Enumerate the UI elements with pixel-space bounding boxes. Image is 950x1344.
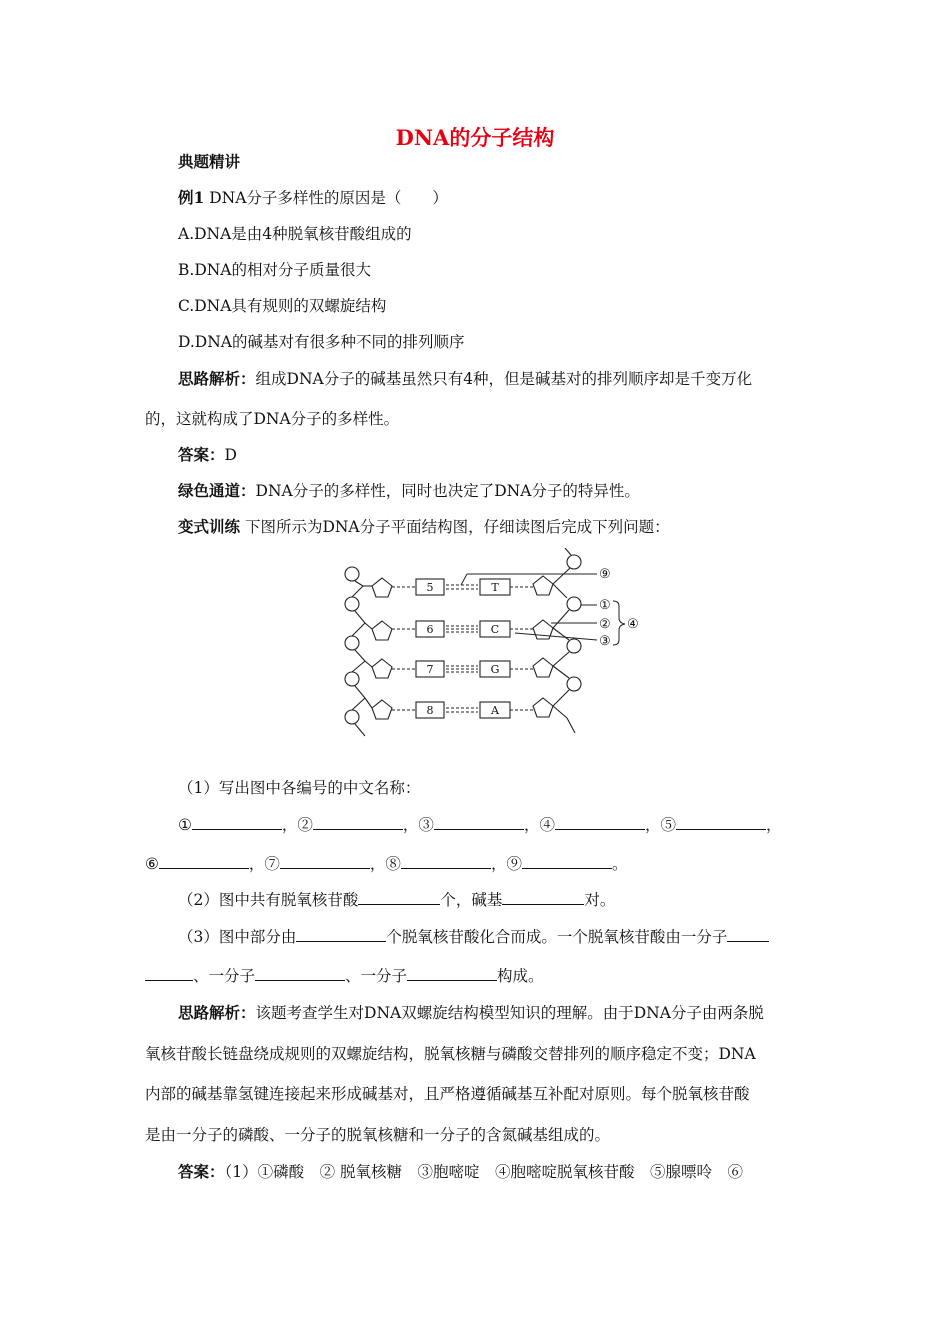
answer-blank[interactable] <box>296 927 386 942</box>
question-3-line1 <box>178 927 769 947</box>
q3-text-e: 构成。 <box>497 967 544 985</box>
q3-text-d: 、一分子 <box>345 967 408 985</box>
phosphate-circle <box>345 672 359 686</box>
question-1-blanks-row1 <box>178 815 781 835</box>
page-title: DNA的分子结构 <box>395 125 555 150</box>
answer-blank[interactable] <box>159 854 249 869</box>
q1-num-8: ，⑧ <box>369 855 401 873</box>
deoxyribose-pentagon <box>372 578 392 597</box>
section-heading: 典题精讲 <box>178 152 241 171</box>
deoxyribose-pentagon <box>533 658 553 677</box>
answer-blank[interactable] <box>434 815 524 830</box>
phosphate-circle <box>567 555 581 569</box>
green-label: 绿色通道： <box>178 481 256 500</box>
option-d: D.DNA的碱基对有很多种不同的排列顺序 <box>178 333 465 351</box>
example1-text: DNA分子多样性的原因是（ ） <box>204 189 448 207</box>
answer-blank[interactable] <box>401 854 491 869</box>
answer-blank[interactable] <box>407 966 497 981</box>
deoxyribose-pentagon <box>372 700 392 719</box>
variant-text: 下图所示为DNA分子平面结构图，仔细读图后完成下列问题： <box>240 518 670 536</box>
question-1: （1）写出图中各编号的中文名称： <box>178 779 421 797</box>
question-3-line2 <box>145 966 544 986</box>
green-channel <box>178 481 640 501</box>
option-b: B.DNA的相对分子质量很大 <box>178 261 372 279</box>
right-base-a: A <box>491 704 499 717</box>
answer-blank[interactable] <box>313 815 403 830</box>
label-2: ② <box>599 617 611 632</box>
analysis1-line2: 的，这就构成了DNA分子的多样性。 <box>145 410 400 428</box>
phosphate-circle <box>345 597 359 611</box>
q1-period: 。 <box>611 855 628 873</box>
deoxyribose-pentagon <box>533 576 553 595</box>
q1-num-1: ① <box>178 816 192 834</box>
analysis1-label: 思路解析： <box>178 369 256 388</box>
q3-text-c: 、一分子 <box>193 967 256 985</box>
right-base-c: C <box>490 623 500 636</box>
example1-question <box>178 188 448 208</box>
q1-comma: ， <box>765 816 782 834</box>
analysis1-line1 <box>178 369 752 389</box>
answer-blank[interactable] <box>502 890 584 905</box>
analysis1-text1: 组成DNA分子的碱基虽然只有4种，但是碱基对的排列顺序却是千变万化 <box>255 370 753 388</box>
phosphate-circle <box>567 639 581 653</box>
q2-text-c: 对。 <box>584 891 616 909</box>
answer-blank[interactable] <box>358 890 440 905</box>
answer-blank[interactable] <box>255 966 345 981</box>
label-3: ③ <box>599 634 611 649</box>
analysis2-text1: 该题考查学生对DNA双螺旋结构模型知识的理解。由于DNA分子由两条脱 <box>255 1004 764 1022</box>
analysis2-label: 思路解析： <box>178 1003 256 1022</box>
q1-num-9: ，⑨ <box>490 855 522 873</box>
phosphate-circle <box>345 636 359 650</box>
q1-num-7: ，⑦ <box>248 855 280 873</box>
q1-num-3: ，③ <box>402 816 434 834</box>
q2-text-a: （2）图中共有脱氧核苷酸 <box>178 891 359 909</box>
left-base-6: 6 <box>426 623 434 636</box>
green-text: DNA分子的多样性，同时也决定了DNA分子的特异性。 <box>255 482 640 500</box>
analysis2-line1 <box>178 1003 764 1023</box>
analysis2-line2: 氧核苷酸长链盘绕成规则的双螺旋结构，脱氧核糖与磷酸交替排列的顺序稳定不变；DNA <box>145 1045 756 1063</box>
answer1-value: D <box>224 446 237 464</box>
answer-blank[interactable] <box>280 854 370 869</box>
q2-text-b: 个，碱基 <box>440 891 503 909</box>
option-c: C.DNA具有规则的双螺旋结构 <box>178 297 387 315</box>
question-2 <box>178 890 615 910</box>
dna-structure-diagram <box>335 548 645 748</box>
label-9: ⑨ <box>599 567 611 582</box>
q1-num-6: ⑥ <box>145 855 159 873</box>
analysis2-line3: 内部的碱基靠氢键连接起来形成碱基对，且严格遵循碱基互补配对原则。每个脱氧核苷酸 <box>145 1085 750 1103</box>
phosphate-circle <box>567 677 581 691</box>
answer2-label: 答案： <box>178 1162 225 1181</box>
deoxyribose-pentagon <box>372 659 392 678</box>
deoxyribose-pentagon <box>533 698 553 717</box>
q3-text-b: 个脱氧核苷酸化合而成。一个脱氧核苷酸由一分子 <box>386 928 728 946</box>
q1-num-4: ，④ <box>523 816 555 834</box>
analysis2-line4: 是由一分子的磷酸、一分子的脱氧核糖和一分子的含氮碱基组成的。 <box>145 1126 611 1144</box>
q1-num-5: ，⑤ <box>644 816 676 834</box>
example1-label: 例1 <box>178 188 205 207</box>
option-a: A.DNA是由4种脱氧核苷酸组成的 <box>178 225 412 243</box>
answer2-text: （1）①磷酸 ② 脱氧核糖 ③胞嘧啶 ④胞嘧啶脱氧核苷酸 ⑤腺嘌呤 ⑥ <box>224 1163 744 1181</box>
answer-blank[interactable] <box>676 815 766 830</box>
variant-intro <box>178 517 670 537</box>
answer2 <box>178 1162 743 1182</box>
answer-blank[interactable] <box>727 927 769 942</box>
phosphate-circle <box>567 597 581 611</box>
left-base-8: 8 <box>426 704 434 717</box>
answer-blank[interactable] <box>555 815 645 830</box>
question-1-blanks-row2 <box>145 854 627 874</box>
phosphate-circle <box>345 710 359 724</box>
answer-blank[interactable] <box>145 966 193 981</box>
left-base-5: 5 <box>426 581 434 594</box>
right-base-g: G <box>490 663 500 676</box>
q1-num-2: ，② <box>281 816 313 834</box>
variant-label: 变式训练 <box>178 517 241 536</box>
right-base-t: T <box>491 581 499 594</box>
phosphate-circle <box>345 567 359 581</box>
answer-blank[interactable] <box>192 815 282 830</box>
label-4: ④ <box>627 617 639 632</box>
answer1 <box>178 445 237 465</box>
deoxyribose-pentagon <box>372 621 392 640</box>
answer-blank[interactable] <box>522 854 612 869</box>
label-1: ① <box>599 598 611 613</box>
q3-text-a: （3）图中部分由 <box>178 928 297 946</box>
answer1-label: 答案： <box>178 445 225 464</box>
left-base-7: 7 <box>426 663 434 676</box>
